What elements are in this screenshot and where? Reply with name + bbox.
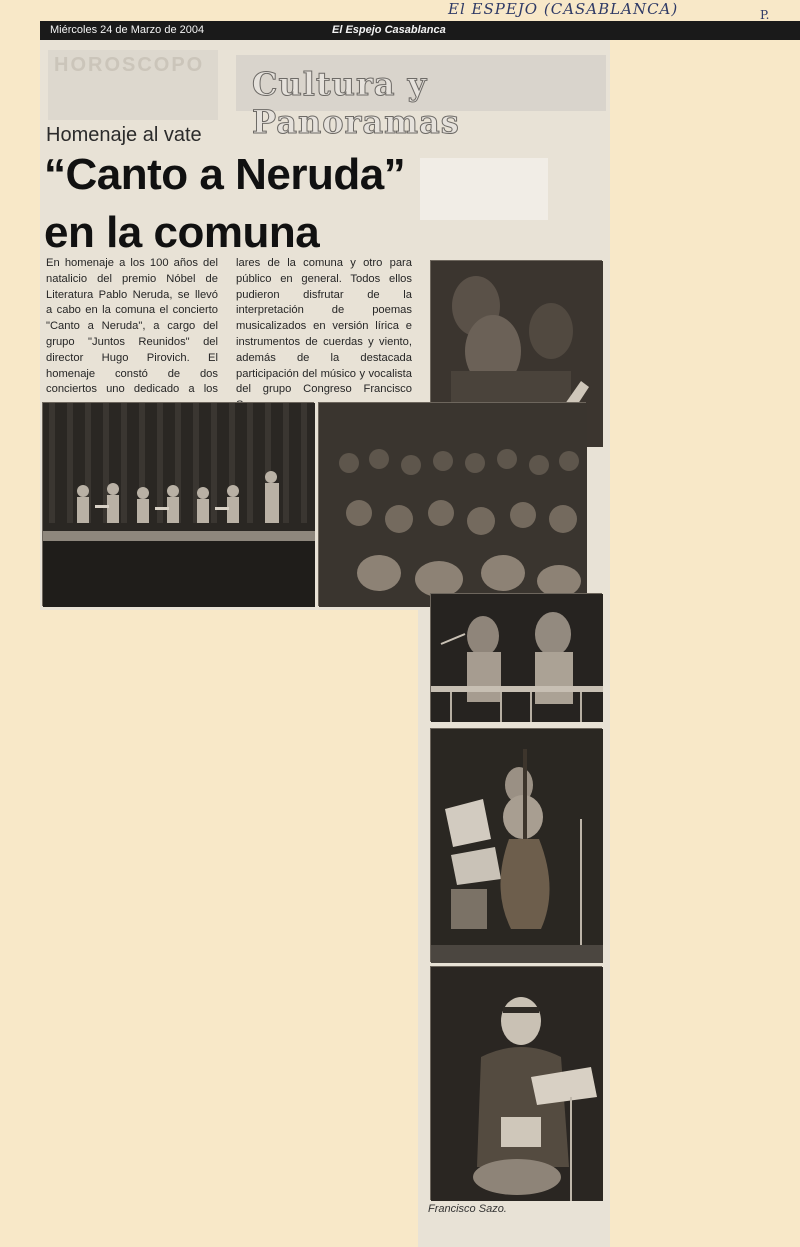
audience-photo-middle xyxy=(318,402,586,606)
musician-portrait-photo xyxy=(430,966,602,1200)
faded-horoscope-box xyxy=(48,50,218,120)
headline-line-1: “Canto a Neruda” xyxy=(44,150,406,199)
newspaper-header-bar xyxy=(40,21,800,40)
cellist-photo xyxy=(430,728,602,962)
article-kicker: Homenaje al vate xyxy=(46,124,202,146)
section-title: Cultura y Panoramas xyxy=(252,65,460,141)
article-column-2: lares de la comuna y otro para público en general. Todos ellos pudieron disfrutar de la interpretación de poemas musicalizados en versión lírica e instrumentos de cuerdas y viento, además de la destacada participación del músico y vocalista del grupo Congreso Francisco xyxy=(236,257,412,396)
headline-line-2: en la comuna xyxy=(44,208,320,257)
blank-patch xyxy=(420,158,548,220)
faded-horoscope-label: HOROSCOPO xyxy=(54,54,205,76)
page-mark: P. xyxy=(760,8,770,22)
issue-date: Miércoles 24 de Marzo de 2004 xyxy=(50,24,205,36)
section-banner xyxy=(236,55,606,141)
newspaper-name: El Espejo Casablanca xyxy=(332,24,446,36)
article-column-1: En homenaje a los 100 años del natalicio del premio Nóbel de Literatura Pablo Neruda, se llevó a cabo en la comuna el concierto "Canto a Neruda", a cargo del grupo "Juntos Reunidos" del director Hugo Pirovich. El homenaje constó de dos conciertos uno dedicado a los xyxy=(46,257,218,396)
photo-caption: Francisco Sazo. xyxy=(428,1203,507,1215)
stage-photo xyxy=(42,402,314,606)
singers-photo xyxy=(430,593,602,721)
handwritten-note: El ESPEJO (CASABLANCA) xyxy=(448,0,679,18)
